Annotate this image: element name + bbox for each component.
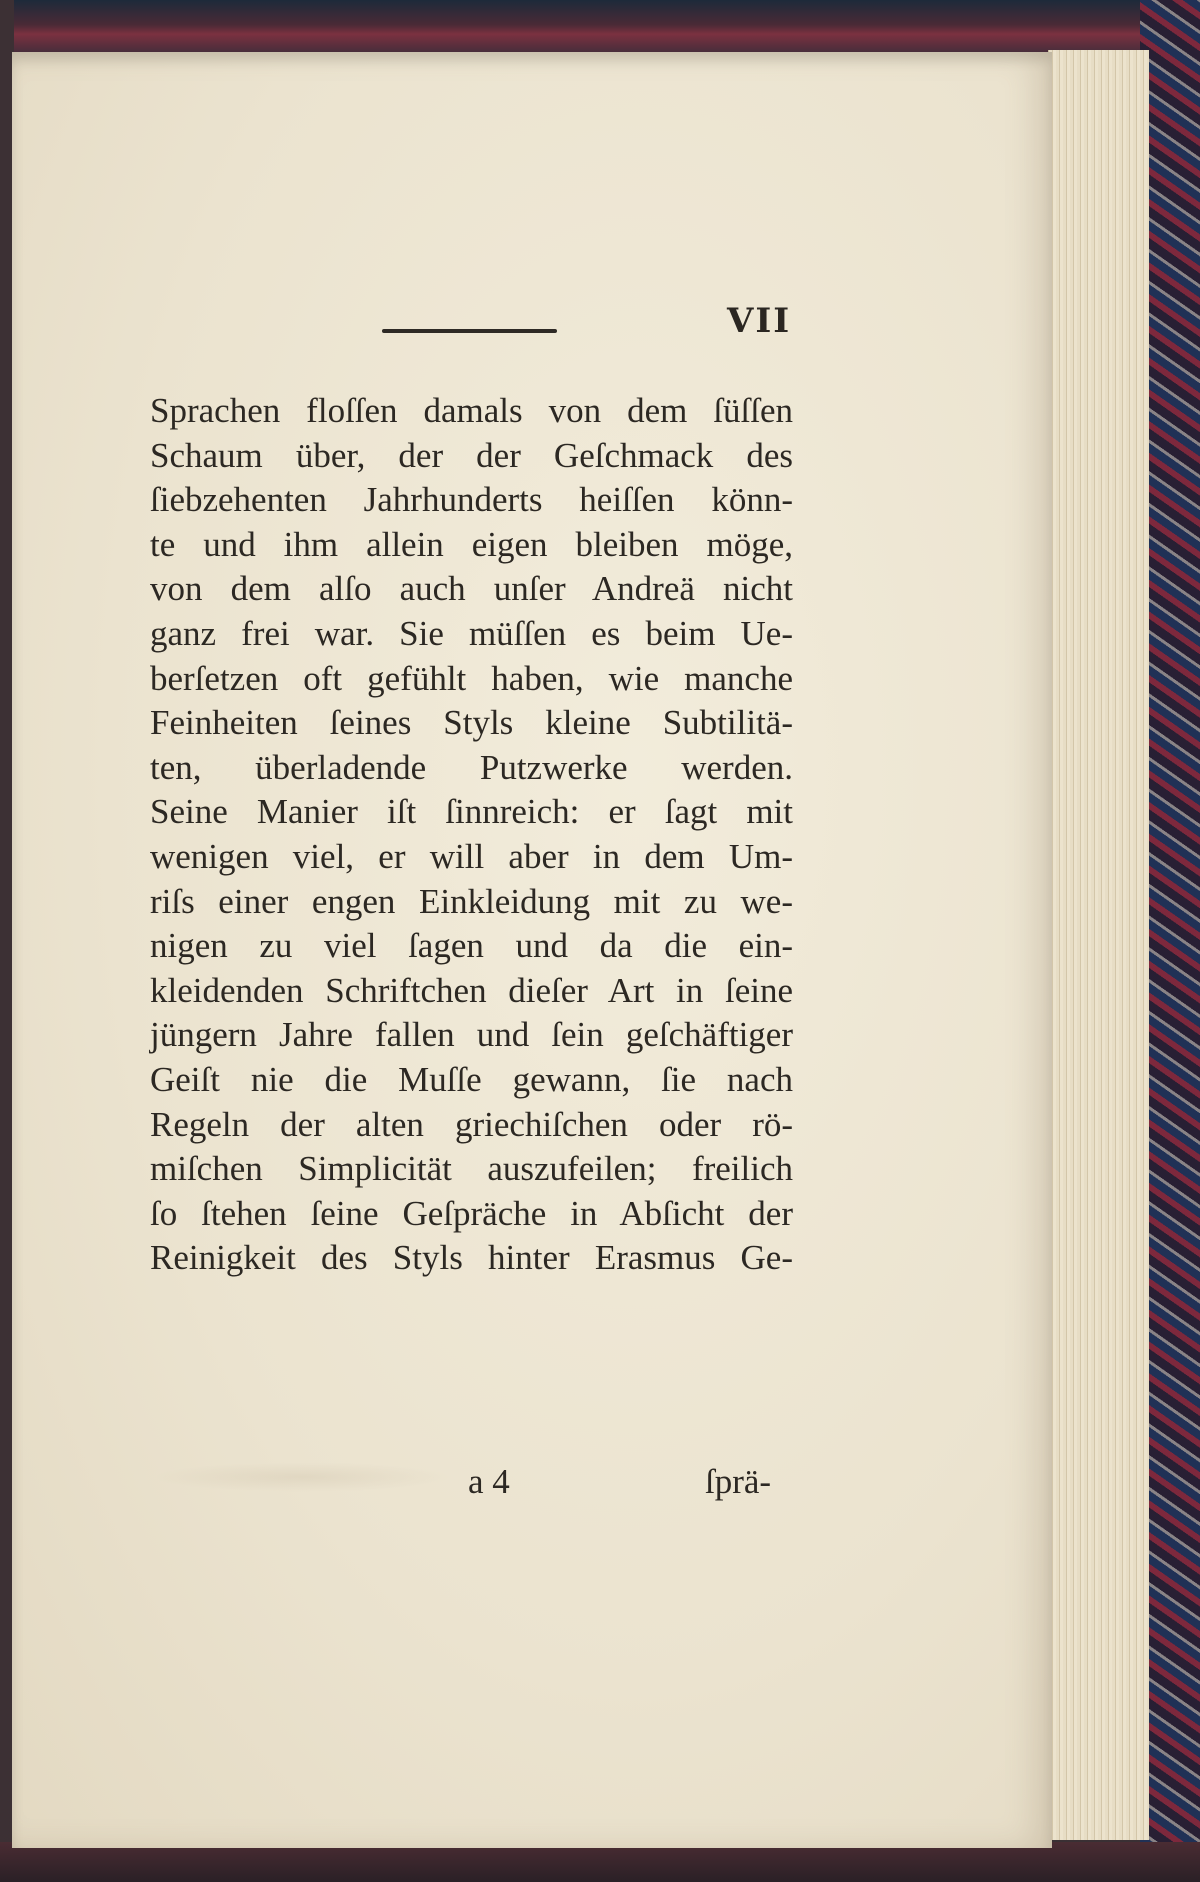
text-line: riſs einer engen Einkleidung mit zu we- [150,881,793,921]
marbled-cover-edge [1140,0,1200,1882]
text-line: ten, überladende Putzwerke werden. [150,747,793,787]
text-line: te und ihm allein eigen bleiben möge, [150,524,793,564]
page-fore-edge [1048,50,1149,1840]
text-line: Schaum über, der der Geſchmack des [150,435,793,475]
text-line: ſiebzehenten Jahrhunderts heiſſen könn- [150,480,793,520]
page-number: VII [727,301,792,341]
text-line: Reinigkeit des Styls hinter Erasmus Ge- [150,1238,793,1278]
footer-line [150,1460,793,1504]
text-line: ganz frei war. Sie müſſen es beim Ue- [150,613,793,653]
text-line: ſo ſtehen ſeine Geſpräche in Abſicht der [150,1193,793,1233]
text-line: kleidenden Schriftchen dieſer Art in ſeine [150,970,793,1010]
text-line: wenigen viel, er will aber in dem Um- [150,836,793,876]
text-line: miſchen Simplicität auszufeilen; freilich [150,1149,793,1189]
text-line: jüngern Jahre fallen und ſein geſchäftiger [150,1015,793,1055]
text-line: Sprachen floſſen damals von dem ſüſſen [150,391,793,430]
text-line: Geiſt nie die Muſſe gewann, ſie nach [150,1059,793,1099]
text-line: Seine Manier iſt ſinnreich: er ſagt mit [150,792,793,832]
catchword: ſprä- [705,1462,772,1501]
body-text [150,389,793,1281]
book-page [12,52,1052,1848]
binding-bottom-edge [0,1842,1200,1882]
header-rule [382,329,557,333]
text-line: nigen zu viel ſagen und da die ein- [150,926,793,966]
text-line: von dem alſo auch unſer Andreä nicht [150,569,793,609]
signature-mark: a 4 [468,1462,510,1501]
text-line: berſetzen oft gefühlt haben, wie manche [150,658,793,698]
text-line: Feinheiten ſeines Styls kleine Subtilitä- [150,703,793,743]
text-line: Regeln der alten griechiſchen oder rö- [150,1104,793,1144]
